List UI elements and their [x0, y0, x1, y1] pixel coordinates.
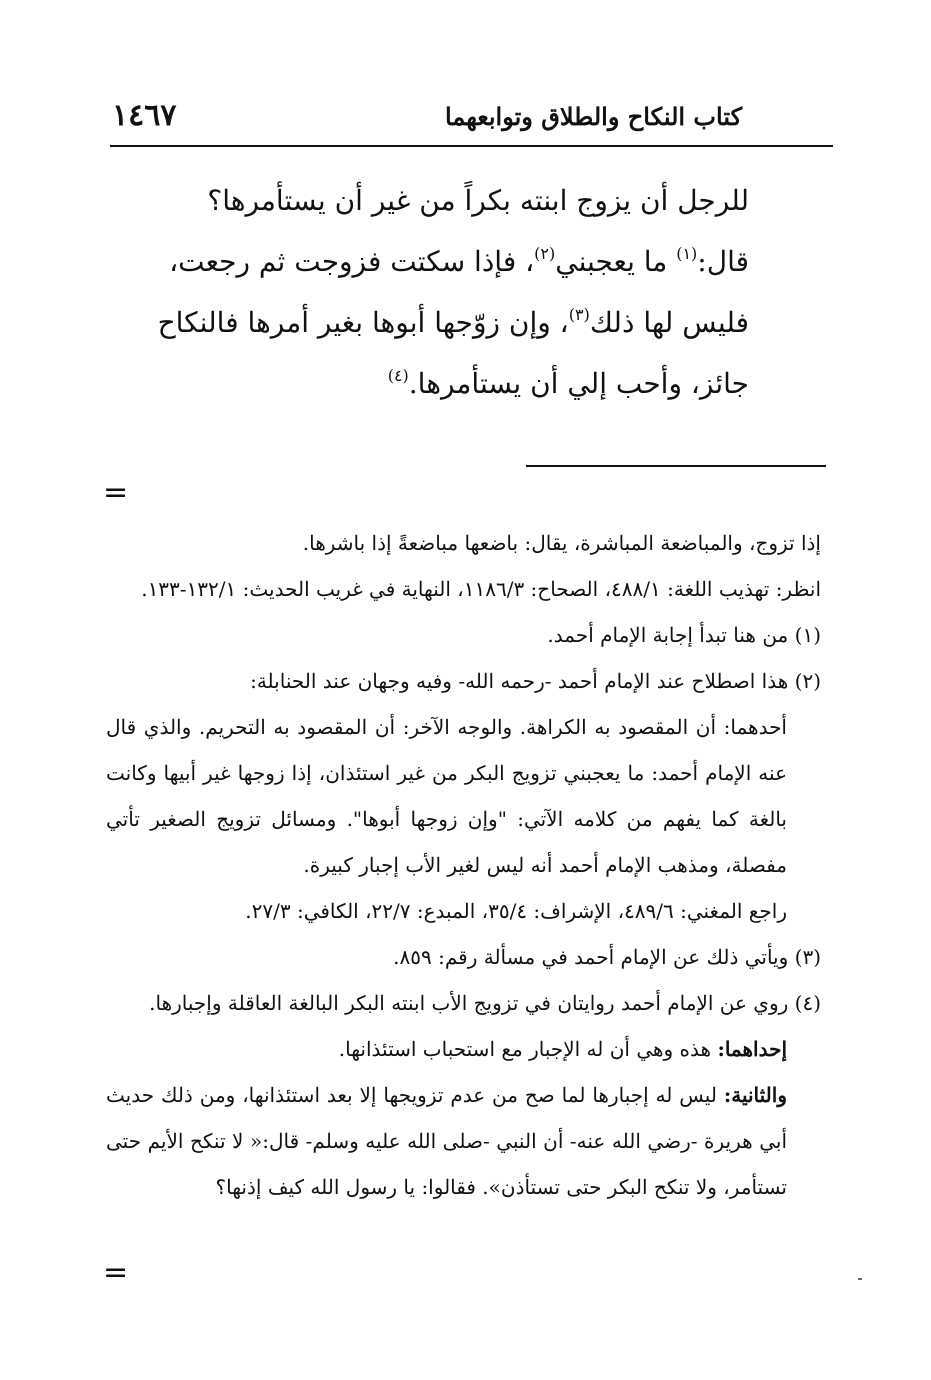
footnote-carryover-2: انظر: تهذيب اللغة: ٤٨٨/١، الصحاح: ١١٨٦/٣، النهاية في غريب الحديث: ١٣٢/١-١٣٣. [141, 577, 821, 601]
footnote-ref-1: (١) [676, 244, 698, 263]
footnote-ref-3: (٣) [568, 305, 590, 324]
footnote-3: (٣) ويأتي ذلك عن الإمام أحمد في مسألة رقم: ٨٥٩. [393, 945, 821, 969]
footnote-separator [526, 465, 826, 467]
second-narration-text: ليس له إجبارها لما صح من عدم تزويجها إلا بعد استئذانها، ومن ذلك حديث أبي هريرة -رضي الله عنه- أن النبي -صلى الله عليه وسلم- قال:« لا تنكح الأيم حتى تستأمر، ولا تنكح البكر حتى تستأذن». فقالوا: يا رسول الله كيف إذنها؟ [106, 1083, 788, 1199]
second-narration-label: والثانية: [723, 1083, 787, 1107]
first-narration-text: هذه وهي أن له الإجبار مع استحباب استئذانها. [338, 1037, 718, 1061]
continuation-mark-top: = [103, 475, 129, 510]
footnotes [106, 520, 821, 1210]
footnote-4: (٤) روي عن الإمام أحمد روايتان في تزويج الأب ابنته البكر البالغة العاقلة وإجبارها. [149, 991, 821, 1015]
answer-text-1: ما يعجبني [555, 245, 677, 278]
first-narration-label: إحداهما: [717, 1037, 787, 1061]
main-paragraph-answer [99, 231, 749, 414]
footnote-2-body: أحدهما: أن المقصود به الكراهة. والوجه الآخر: أن المقصود به التحريم. والذي قال عنه الإمام أحمد: ما يعجبني تزويج البكر من غير استئذان، إذا زوجها غير أبيها وكانت بالغة كما يفهم من كلامه الآتي: "وإن زوجها أبوها". ومسائل تزويج الصغير تأتي مفصلة، ومذهب الإمام أحمد أنه ليس لغير الأب إجبار كبيرة. [106, 715, 787, 877]
main-line-question: للرجل أن يزوج ابنته بكراً من غير أن يستأمرها؟ [207, 184, 749, 217]
scan-speck [858, 1278, 862, 1280]
running-title: كتاب النكاح والطلاق وتوابعهما [445, 102, 742, 131]
footnote-2: (٢) هذا اصطلاح عند الإمام أحمد -رحمه الله- وفيه وجهان عند الحنابلة: [250, 669, 821, 693]
header-rule [110, 145, 833, 147]
page-number: ١٤٦٧ [112, 98, 177, 133]
footnote-carryover-1: إذا تزوج، والمباضعة المباشرة، يقال: باضعها مباضعةً إذا باشرها. [302, 531, 821, 555]
footnote-4-first-narration [106, 1026, 821, 1072]
footnote-2-references: راجع المغني: ٤٨٩/٦، الإشراف: ٣٥/٤، المبدع: ٢٢/٧، الكافي: ٢٧/٣. [245, 899, 787, 923]
footnote-1: (١) من هنا تبدأ إجابة الإمام أحمد. [547, 623, 821, 647]
footnote-ref-2: (٢) [534, 244, 556, 263]
footnote-ref-4: (٤) [387, 366, 409, 385]
answer-intro: قال: [697, 245, 749, 278]
continuation-mark-bottom: = [103, 1255, 129, 1290]
main-text [99, 170, 749, 414]
answer-text-3: ، وإن زوّجها أبوها بغير أمرها فالنكاح جائز، وأحب إلي أن يستأمرها. [157, 306, 749, 400]
answer-text-2: ، فإذا سكتت فزوجت ثم رجعت، فليس لها ذلك [169, 245, 749, 339]
running-header [112, 98, 832, 142]
footnote-4-second-narration [106, 1072, 821, 1210]
